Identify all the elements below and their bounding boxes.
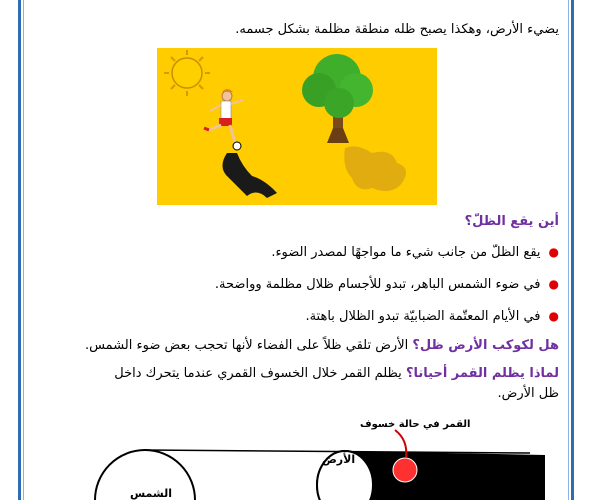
list-item: ●يقع الظلّ من جانب شيء ما مواجهًا لمصدر الضوء.: [271, 245, 559, 260]
question-title: أين يقع الظلّ؟: [464, 214, 559, 229]
bullet-icon: ●: [548, 309, 559, 323]
question-where-shadow: [36, 214, 559, 229]
sun-label: الشمس: [130, 487, 173, 500]
bullet-icon: ●: [548, 245, 559, 259]
earth-label: الأرض: [322, 453, 356, 466]
lunar-eclipse-diagram: [90, 415, 570, 500]
sun-icon: [164, 50, 210, 96]
moon-circle: [393, 458, 417, 482]
answer-text: الأرض تلقي ظلاً على الفضاء لأنها تحجب بعض ضوء الشمس.: [84, 338, 409, 353]
shadow-illustration: [157, 48, 437, 205]
sun-girl-tree-picture: [157, 48, 437, 205]
list-item: ●في الأيام المعتّمة الضبابيّة تبدو الظلال باهتة.: [305, 309, 559, 324]
question-earth-shadow: [36, 338, 559, 353]
moon-label: القمر في حالة خسوف: [360, 419, 471, 430]
eclipse-drawing: [90, 415, 570, 500]
question-moon-dark: [36, 366, 559, 381]
tree-icon: [302, 54, 373, 143]
girl-figure: [204, 89, 243, 150]
answer-continuation: ظل الأرض.: [497, 386, 559, 401]
intro-text: يضيء الأرض، وهكذا يصبح ظله منطقة مظلمة بشكل جسمه.: [235, 22, 559, 37]
bullet-icon: ●: [548, 277, 559, 291]
question-title: هل لكوكب الأرض ظل؟: [412, 338, 559, 353]
list-item: ●في ضوء الشمس الباهر، تبدو للأجسام ظلال مظلمة وواضحة.: [214, 277, 559, 292]
question-title: لماذا يظلم القمر أحيانا؟: [405, 366, 559, 381]
answer-text: يظلم القمر خلال الخسوف القمري عندما يتحرك داخل: [114, 366, 402, 381]
